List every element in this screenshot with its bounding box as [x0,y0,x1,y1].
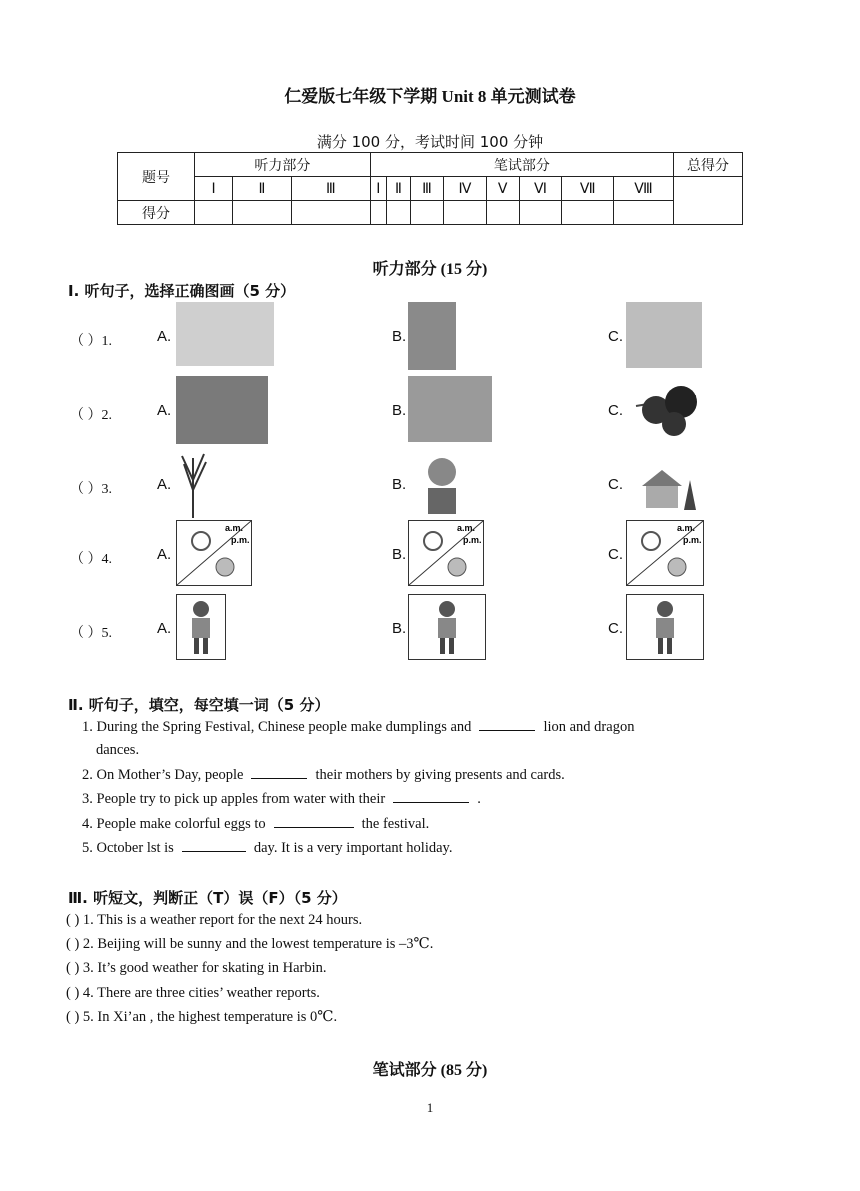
option-label: A. [157,620,172,637]
fill-blank[interactable] [479,718,535,731]
fill-line-5 [82,839,452,857]
page-number: 1 [426,1100,434,1115]
option-label: A. [157,328,172,345]
score-col: Ⅲ [411,177,444,201]
option-label: C. [608,476,623,493]
exam-title: 仁爱版七年级下学期 Unit 8 单元测试卷 [284,87,576,106]
lion-dance-picture [176,302,274,366]
score-table-written: 笔试部分 [370,153,673,177]
option-label: B. [392,402,407,419]
score-col: Ⅰ [370,177,386,201]
snowy-house-picture [626,450,698,516]
fill-text: 4. People make colorful eggs to [82,816,266,832]
fill-text: 3. People try to pick up apples from water with their [82,791,386,807]
written-heading: 笔试部分 (85 分) [372,1062,488,1079]
question-number: （ ）5. [70,626,112,641]
svg-text:a.m.: a.m. [457,523,476,533]
weather-rain-sun-picture [408,520,484,586]
score-cell[interactable] [519,201,562,225]
score-cell[interactable] [291,201,370,225]
stone-forest-picture [176,376,268,444]
option-label: C. [608,328,623,345]
option-label: A. [157,546,172,563]
svg-text:a.m.: a.m. [677,523,696,533]
score-col: Ⅰ [195,177,233,201]
score-col: Ⅱ [386,177,410,201]
girl-sneezing-picture [408,450,468,516]
score-table [117,152,743,225]
fill-text: day. It is a very important holiday. [253,840,453,856]
fill-text: lion and dragon [543,719,635,735]
exam-subtitle: 满分 100 分，考试时间 100 分钟 [316,133,544,151]
question-number: （ ）2. [70,408,112,423]
listening-heading: 听力部分 (15 分) [372,261,488,278]
wheat-plant-picture [176,450,210,518]
fill-line-3 [82,790,481,808]
fill-text: 1. During the Spring Festival, Chinese people make dumplings and [82,719,472,735]
fill-text: 5. October lst is [82,840,174,856]
option-label: B. [392,620,407,637]
option-label: B. [392,328,407,345]
option-label: C. [608,546,623,563]
score-col: Ⅶ [562,177,613,201]
score-table-tihao: 题号 [118,153,195,201]
score-table-listening: 听力部分 [195,153,371,177]
score-table-total: 总得分 [674,153,743,177]
score-cell[interactable] [195,201,233,225]
boy-standing-picture [408,594,486,660]
score-cell[interactable] [370,201,386,225]
fill-line-2 [82,766,565,784]
score-col: Ⅴ [486,177,519,201]
part3-title: Ⅲ. 听短文，判断正（T）误（F）（5 分） [68,889,347,907]
score-cell-total[interactable] [674,177,743,225]
weather-sun-cloud-picture [626,520,704,586]
fill-line-1-cont: dances. [96,742,140,758]
question-number: （ ）1. [70,334,112,349]
svg-text:p.m.: p.m. [463,535,482,545]
fill-text: 2. On Mother’s Day, people [82,767,244,783]
tf-item: ( ) 3. It’s good weather for skating in Harbin. [66,960,327,976]
score-cell[interactable] [233,201,292,225]
option-label: C. [608,620,623,637]
fill-line-1 [82,718,634,736]
girl-standing-picture [176,594,226,660]
fill-text: their mothers by giving presents and cards. [315,767,565,783]
score-col: Ⅳ [443,177,486,201]
score-table-defen: 得分 [118,201,195,225]
fill-text: . [477,791,481,807]
part2-title: Ⅱ. 听句子，填空，每空填一词（5 分） [68,696,330,714]
score-cell[interactable] [411,201,444,225]
weather-sun-rain-picture [176,520,252,586]
option-label: C. [608,402,623,419]
score-cell[interactable] [443,201,486,225]
score-cell[interactable] [613,201,673,225]
score-col: Ⅷ [613,177,673,201]
fill-blank[interactable] [251,766,307,779]
fill-text: the festival. [361,816,430,832]
svg-text:p.m.: p.m. [231,535,250,545]
option-label: A. [157,476,172,493]
score-cell[interactable] [386,201,410,225]
svg-text:a.m.: a.m. [225,523,244,533]
part1-title: Ⅰ. 听句子，选择正确图画（5 分） [68,282,296,300]
fill-line-4 [82,815,429,833]
option-label: A. [157,402,172,419]
score-col: Ⅱ [233,177,292,201]
svg-text:p.m.: p.m. [683,535,702,545]
crowd-flag-picture [408,302,456,370]
fill-blank[interactable] [182,839,246,852]
option-label: B. [392,546,407,563]
question-number: （ ）3. [70,482,112,497]
tf-item: ( ) 2. Beijing will be sunny and the lowest temperature is –3℃. [66,936,434,952]
tf-item: ( ) 4. There are three cities’ weather reports. [66,985,320,1001]
question-number: （ ）4. [70,552,112,567]
fill-blank[interactable] [274,815,354,828]
option-label: B. [392,476,407,493]
score-col: Ⅲ [291,177,370,201]
tf-item: ( ) 5. In Xi’an , the highest temperature is 0℃. [66,1009,338,1025]
fill-blank[interactable] [393,790,469,803]
maple-tree-picture [626,376,712,440]
score-cell[interactable] [562,201,613,225]
score-col: Ⅵ [519,177,562,201]
christmas-fireplace-picture [626,302,702,368]
potala-palace-picture [408,376,492,442]
skater-picture [626,594,704,660]
tf-item: ( ) 1. This is a weather report for the next 24 hours. [66,912,363,928]
score-cell[interactable] [486,201,519,225]
